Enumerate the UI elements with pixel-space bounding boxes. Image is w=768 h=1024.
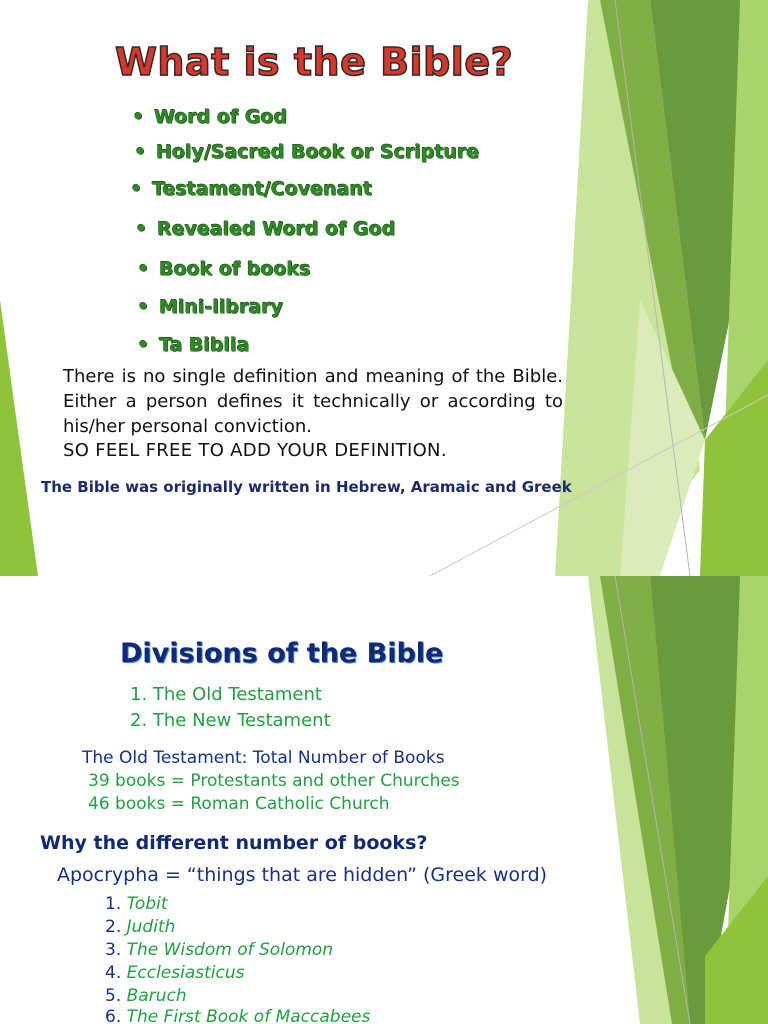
question-heading: Why the different number of books? bbox=[40, 832, 428, 854]
slide-title: Divisions of the Bible bbox=[120, 638, 444, 669]
book-count: 46 books = Roman Catholic Church bbox=[88, 794, 390, 814]
book-count: 39 books = Protestants and other Churches bbox=[88, 771, 460, 791]
list-item: 4. Ecclesiasticus bbox=[105, 963, 245, 983]
bullet-item: • Testament/Covenant bbox=[130, 178, 372, 200]
bullet-item: • Word of God bbox=[132, 106, 288, 128]
list-item: 6. The First Book of Maccabees bbox=[105, 1007, 371, 1024]
bullet-item: • Mini-library bbox=[137, 296, 283, 318]
emphasis-text: SO FEEL FREE TO ADD YOUR DEFINITION. bbox=[63, 440, 447, 461]
list-item: 2. Judith bbox=[105, 917, 176, 937]
list-item: 1. Tobit bbox=[105, 894, 168, 914]
division-item: 2. The New Testament bbox=[130, 710, 331, 731]
definition-paragraph: There is no single definition and meaning of the Bible. Either a person defines it technically or according to his/her personal conviction. bbox=[63, 366, 563, 437]
ot-heading: The Old Testament: Total Number of Books bbox=[82, 748, 445, 768]
apocrypha-definition: Apocrypha = “things that are hidden” (Greek word) bbox=[57, 864, 548, 886]
list-item: 5. Baruch bbox=[105, 986, 187, 1006]
bullet-item: • Holy/Sacred Book or Scripture bbox=[134, 141, 480, 163]
bullet-item: • Revealed Word of God bbox=[135, 218, 396, 240]
slide-divisions-of-the-bible bbox=[0, 576, 768, 1024]
bullet-item: • Book of books bbox=[137, 258, 311, 280]
list-item: 3. The Wisdom of Solomon bbox=[105, 940, 334, 960]
slide-title: What is the Bible? bbox=[115, 40, 514, 84]
language-note: The Bible was originally written in Hebrew, Aramaic and Greek bbox=[41, 478, 572, 496]
division-item: 1. The Old Testament bbox=[130, 684, 322, 705]
bullet-item: • Ta Biblia bbox=[137, 334, 250, 356]
